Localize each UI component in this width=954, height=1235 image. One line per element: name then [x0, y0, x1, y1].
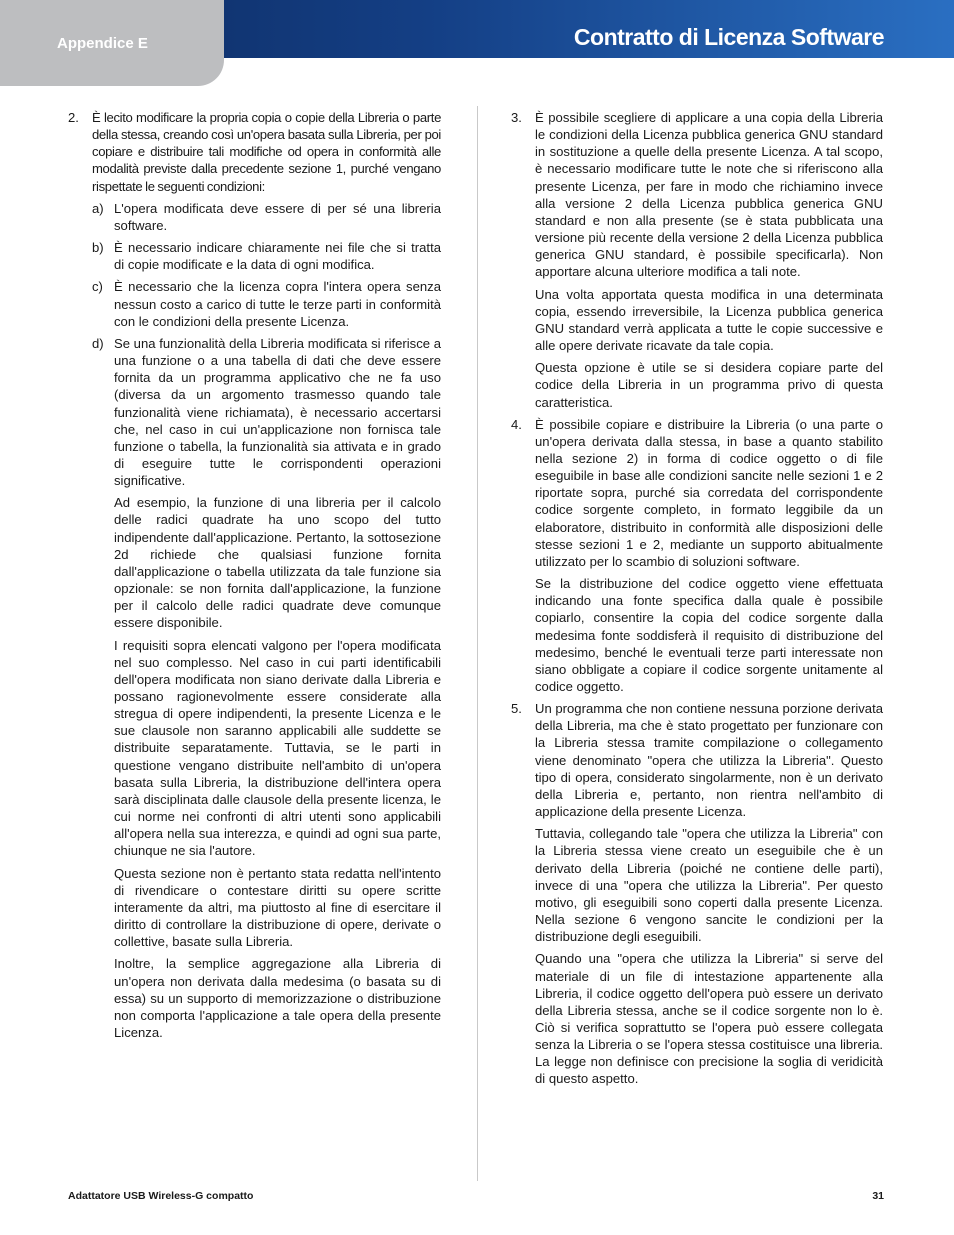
section-number: 5. — [511, 701, 522, 717]
section-3 — [511, 109, 883, 411]
paragraph: Tuttavia, collegando tale "opera che utilizza la Libreria" con la Libreria stessa viene creato un eseguibile che è un derivato della Libreria (poiché ne contiene delle parti), invece di una "opera che utilizza la Libreria". Per questo motivo, gli eseguibili sono coperti dalla presente Licenza. Nella sezione 6 vengono sancite le condizioni per la distribuzione degli eseguibili. — [535, 826, 883, 945]
condition-letter: c) — [92, 279, 103, 295]
paragraph: Un programma che non contiene nessuna porzione derivata della Libreria, ma che è stato progettato per funzionare con la Libreria stessa tramite compilazione o collegamento viene denominato "opera che utilizza la Libreria". Questo tipo di opera, considerato singolarmente, non è un derivato della Libreria e, pertanto, non rientra nell'ambito di applicazione della presente Licenza. — [535, 701, 883, 820]
section-2 — [68, 109, 441, 1041]
appendix-tab — [0, 0, 224, 86]
paragraph: Ad esempio, la funzione di una libreria per il calcolo delle radici quadrate ha uno scopo del tutto indipendente dall'applicazione. Pertanto, la sottosezione 2d richiede che qualsiasi funzione fornita dall'applicazione o tabella utilizzata da tale funzione sia opzionale: se non fornita dall'applicazione, la funzione per il calcolo delle radici quadrate deve comunque essere disponibile. — [114, 495, 441, 631]
condition-letter: a) — [92, 200, 104, 216]
paragraph: Se la distribuzione del codice oggetto viene effettuata indicando una fonte specifica dalla quale è possibile copiarlo, consentire la copia del codice sorgente dalla medesima fonte soddisferà il requisito di distribuzione del medesimo, benché le eventuali terze parti interessate non siano obbligate a copiare il codice sorgente unitamente al codice oggetto. — [535, 576, 883, 694]
paragraph: È possibile copiare e distribuire la Libreria (o una parte o un'opera derivata dalla stessa, in base a quanto stabilito nella sezione 2) in forma di codice oggetto o di file eseguibile in base alle condizioni sancite nelle sezioni 1 e 2 riportate sopra, purché sia corredata del corrispondente codice sorgente completo, in formato leggibile da un elaboratore, distribuito in conformità alle disposizioni delle stesse sezioni 1 e 2, mediante un supporto abitualmente utilizzato per lo scambio di soluzioni software. — [535, 416, 883, 569]
page-title: Contratto di Licenza Software — [573, 24, 884, 50]
condition-letter: b) — [92, 240, 104, 256]
section-number: 4. — [511, 416, 522, 432]
column-divider — [477, 106, 478, 1181]
paragraph: Una volta apportata questa modifica in una determinata copia, essendo irreversibile, la Licenza pubblica generica GNU standard verrà applicata a tutte le copie successive e alle opere derivate ricavate da tale copia. — [535, 286, 883, 354]
paragraph: Questa sezione non è pertanto stata redatta nell'intento di rivendicare o contestare diritti su opere scritte interamente da altri, ma piuttosto al fine di esercitare il diritto di controllare la distribuzione di opere, derivate o collettive, basate sulla Libreria. — [114, 865, 441, 950]
paragraph: Questa opzione è utile se si desidera copiare parte del codice della Libreria in un programma privo di questa caratteristica. — [535, 360, 883, 410]
condition-text: L'opera modificata deve essere di per sé una libreria software. — [114, 200, 441, 233]
paragraph: È possibile scegliere di applicare a una copia della Libreria le condizioni della Licenza pubblica generica GNU standard in sostituzione a quelle della presente Licenza. A tal scopo, è necessario modificare tutte le note che si riferiscono alla presente Licenza, per fare in modo che richiamino invece alla versione 2 della Licenza pubblica generica GNU standard e non alla presente (se è stata pubblicata una versione più recente della versione 2 della Licenza pubblica generica GNU standard, è possibile specificarla). Non apportare alcuna ulteriore modifica a tali note. — [535, 110, 883, 280]
condition-text: Se una funzionalità della Libreria modificata si riferisce a una funzione o a una tabella di dati che deve essere fornita da un programma applicativo che ne fa uso (diversa da un argomento trasmesso quando tale funzionalità viene richiamata), è necessario accertarsi che, nel caso in cui un'applicazione non fornisca tale funzione o tabella, la funzionalità sia attivata e in grado di eseguire tutte le corrispondenti operazioni significative. — [114, 335, 441, 489]
condition-text: È necessario che la licenza copra l'intera opera senza nessun costo a carico di tutte le terze parti in conformità con le condizioni della presente Licenza. — [114, 279, 441, 329]
condition-d — [92, 335, 441, 489]
section-intro: È lecito modificare la propria copia o copie della Libreria o parte della stessa, creando così un'opera basata sulla Libreria, per poi copiare e distribuire tali modifiche od opera in conformità alle modalità previste dalla precedente sezione 1, purché vengano rispettate le seguenti condizioni: — [92, 110, 441, 194]
right-column — [511, 109, 883, 1093]
paragraph: Quando una "opera che utilizza la Libreria" si serve del materiale di un file di intestazione appartenente alla Libreria, il codice oggetto dell'opera può essere un derivato della Libreria stessa, anche se il codice sorgente non lo è. Ciò si verifica soprattutto se l'opera può essere collegata senza la Libreria o se l'opera stessa costituisce una libreria. La legge non definisce con precisione la soglia di veridicità di questo aspetto. — [535, 951, 883, 1087]
section-number: 2. — [68, 110, 79, 125]
condition-text: È necessario indicare chiaramente nei file che si tratta di copie modificate e la data di ogni modifica. — [114, 240, 441, 273]
paragraph: I requisiti sopra elencati valgono per l'opera modificata nel suo complesso. Nel caso in cui parti identificabili dell'opera modificata non siano derivate dalla Libreria e possano ragionevolmente essere considerate alla stregua di opere indipendenti, la presente Licenza e le sue clausole non saranno applicabili alle suddette se distribuite separatamente. Tuttavia, se le parti in questione vengano distribuite nell'ambito di un'opera basata sulla Libreria, la distribuzione dell'intera opera sarà disciplinata dalle clausole della presente licenza, le cui norme nei confronti di altri utenti sono applicabili all'opera nella sua interezza, e quindi ad ogni sua parte, chiunque ne sia l'autore. — [114, 637, 441, 859]
section-4 — [511, 416, 883, 696]
condition-a — [92, 200, 441, 234]
footer-page-number: 31 — [872, 1190, 884, 1202]
condition-letter: d) — [92, 335, 104, 351]
left-column — [68, 109, 441, 1046]
section-label: Appendice E — [57, 35, 148, 52]
section-5 — [511, 700, 883, 1087]
condition-c — [92, 278, 441, 329]
condition-b — [92, 239, 441, 273]
paragraph: Inoltre, la semplice aggregazione alla Libreria di un'opera non derivata dalla medesima (o basata su di essa) su un supporto di memorizzazione o distribuzione non comporta l'applicazione a tale opera della presente Licenza. — [114, 956, 441, 1040]
footer-product-name: Adattatore USB Wireless-G compatto — [68, 1190, 254, 1202]
section-number: 3. — [511, 110, 522, 125]
